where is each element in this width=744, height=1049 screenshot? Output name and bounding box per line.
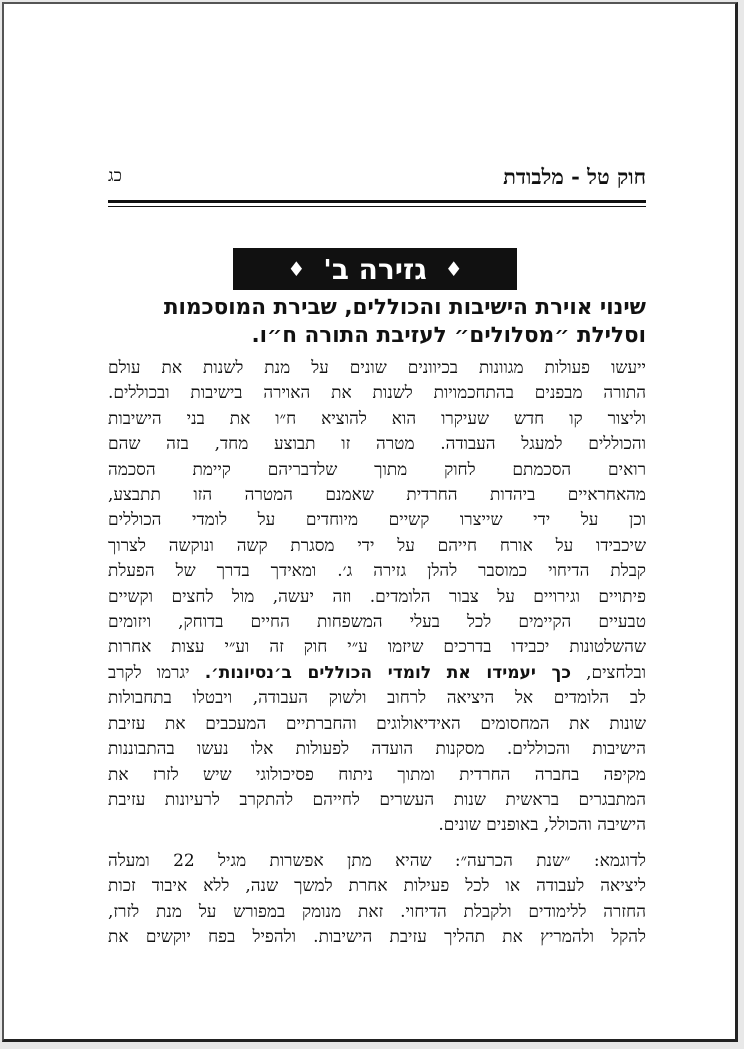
text-line: שונות את המחסומים האידיאולוגים והחברתיים המעכבים את עזיבת [108, 713, 646, 734]
text-line: מקיפה בחברה החרדית ומתוך ניתוח פסיכולוגי שיש לזרז את [108, 764, 646, 785]
text-line: המתבגרים בראשית שנות העשרים לחייהם להתקרב לרעיונות עזיבת [108, 789, 646, 810]
text-line: הישיבות והכוללים. מסקנות הועדה לפעולות אלו נעשו בהתבוננות [108, 739, 646, 760]
text-line: החזרה ללימודים ולקבלת הדיחוי. זאת מנומק במפורש על מנת לזרז, [108, 901, 646, 922]
text-segment: יגרמו לקרב [108, 662, 190, 683]
text-line: מהאחראיים ביהדות החרדית שאמנם המטרה הזו תתבצע, [108, 485, 646, 506]
section-subtitle [108, 294, 646, 350]
text-line: שהשלטונות יכבידו בדרכים שיזמו ע״י חוק זה וע״י עצות אחרות [108, 637, 646, 658]
text-line: קבלת הדיחוי כמוסבר להלן גזירה ג׳. ומאידך בדרך של הפעלת [108, 561, 646, 582]
text-line: טבעיים הקיימים לכל בעלי המשפחות החיים בדוחק, ויזומים [108, 612, 646, 633]
diamond-icon: ♦ [444, 257, 463, 281]
section-title: גזירה ב' [323, 252, 427, 286]
book-title: חוק טל - מלבודת [503, 164, 646, 189]
text-line: פיתויים וגירויים על צבור הלומדים. וזה יעשה, מול לחצים וקשיים [108, 586, 646, 607]
bold-phrase: כך יעמידו את לומדי הכוללים ב׳נסיונות׳. [204, 662, 571, 683]
section-banner [233, 248, 517, 290]
subtitle-line: שינוי אוירת הישיבות והכוללים, שבירת המוסכמות [163, 295, 646, 320]
text-line: רואים הסכמתם לחוק מתוך שלדבריהם קיימת הסכמה [108, 459, 646, 480]
text-line: לדוגמא: ״שנת הכרעה״: שהיא מתן אפשרות מגיל 22 ומעלה [108, 850, 646, 871]
diamond-icon: ♦ [287, 257, 306, 281]
paragraph-gap [108, 839, 646, 849]
body-text [108, 356, 646, 950]
text-line: ליציאה לעבודה או לכל פעילות אחרת למשך שנה, ללא איבוד זכות [108, 876, 646, 897]
text-line [108, 661, 646, 686]
text-line: להקל ולהמריץ את תהליך עזיבת הישיבות. ולהפיל בפח יוקשים את [108, 926, 646, 947]
text-segment: ובלחצים, [586, 662, 647, 683]
header-rule-thick [108, 200, 646, 203]
text-line: התורה מבפנים בהתחכמויות לשנות את האוירה בישיבות ובכוללים. [108, 383, 646, 404]
text-line: וליצור קו חדש שעיקרו הוא להוציא ח״ו את בני הישיבות [108, 408, 646, 429]
document-page [2, 2, 738, 1042]
page-number: כג [108, 166, 122, 186]
header-rule-thin [108, 206, 646, 207]
subtitle-line: וסלילת ״מסלולים״ לעזיבת התורה ח״ו. [251, 323, 646, 348]
text-line: ייעשו פעולות מגוונות בכיוונים שונים על מנת לשנות את עולם [108, 358, 646, 378]
text-line: והכוללים למעגל העבודה. מטרה זו תבוצע מחד, בזה שהם [108, 434, 646, 455]
text-line: וכן על ידי שייצרו קשיים מיוחדים על לומדי הכוללים [108, 510, 646, 531]
text-line: לב הלומדים אל היציאה לרחוב ולשוק העבודה, ויבטלו בתחבולות [108, 688, 646, 709]
text-line: שיכבידו על אורח חייהם על ידי מסגרת קשה ונוקשה לצרוך [108, 535, 646, 556]
running-header [108, 164, 646, 194]
text-line: הישיבה והכולל, באופנים שונים. [438, 815, 646, 836]
